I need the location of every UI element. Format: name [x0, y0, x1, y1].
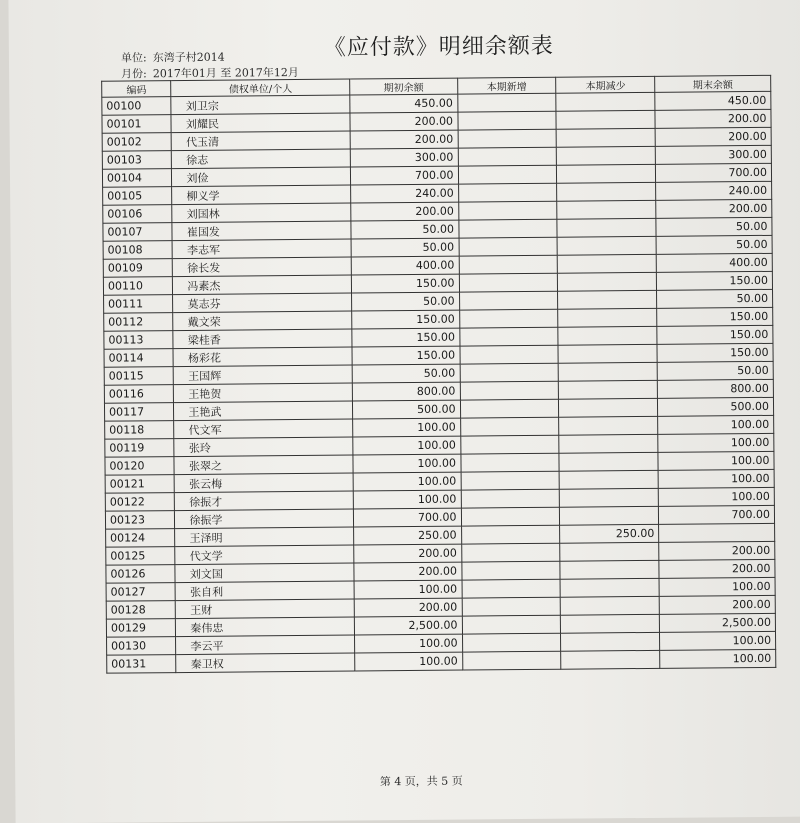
cell-closing-balance: 300.00: [656, 145, 772, 164]
cell-opening-balance: 240.00: [351, 184, 458, 203]
cell-code: 00107: [103, 223, 173, 242]
cell-period-decrease: [560, 488, 659, 507]
cell-opening-balance: 150.00: [352, 310, 459, 329]
cell-code: 00117: [104, 403, 174, 422]
cell-code: 00113: [104, 331, 174, 350]
cell-period-decrease: [557, 164, 656, 183]
cell-code: 00129: [106, 619, 176, 638]
cell-period-increase: [458, 147, 557, 166]
cell-closing-balance: 2,500.00: [660, 613, 776, 632]
cell-closing-balance: 100.00: [658, 415, 774, 434]
period-label: 月份:: [121, 67, 147, 81]
cell-opening-balance: 100.00: [355, 634, 462, 653]
cell-period-decrease: [561, 632, 660, 651]
cell-period-increase: [458, 165, 557, 184]
cell-period-decrease: 250.00: [560, 524, 659, 543]
cell-opening-balance: 450.00: [350, 94, 457, 113]
cell-creditor: 李志军: [172, 239, 351, 259]
cell-period-decrease: [556, 110, 655, 129]
cell-period-increase: [458, 183, 557, 202]
cell-code: 00108: [103, 241, 173, 260]
cell-closing-balance: 100.00: [660, 649, 776, 668]
cell-period-decrease: [559, 434, 658, 453]
cell-code: 00109: [103, 259, 173, 278]
cell-creditor: 王艳武: [174, 401, 353, 421]
cell-creditor: 徐志: [172, 149, 351, 169]
cell-opening-balance: 150.00: [352, 274, 459, 293]
cell-closing-balance: 100.00: [660, 631, 776, 650]
cell-code: 00112: [104, 313, 174, 332]
cell-code: 00118: [105, 421, 175, 440]
cell-period-decrease: [557, 200, 656, 219]
cell-period-increase: [459, 255, 558, 274]
cell-period-decrease: [559, 362, 658, 381]
cell-period-increase: [462, 651, 561, 670]
cell-creditor: 李云平: [176, 635, 355, 655]
cell-code: 00130: [107, 637, 177, 656]
cell-period-decrease: [557, 182, 656, 201]
balance-table: [101, 75, 776, 674]
cell-period-decrease: [559, 452, 658, 471]
cell-opening-balance: 800.00: [353, 382, 460, 401]
cell-closing-balance: 150.00: [657, 325, 773, 344]
cell-closing-balance: 200.00: [659, 541, 775, 560]
cell-creditor: 代玉清: [172, 131, 351, 151]
cell-creditor: 代文学: [175, 545, 354, 565]
cell-period-increase: [461, 561, 560, 580]
cell-period-decrease: [557, 236, 656, 255]
cell-code: 00106: [103, 205, 173, 224]
cell-closing-balance: 150.00: [657, 271, 773, 290]
cell-period-increase: [457, 111, 556, 130]
cell-creditor: 刘国林: [172, 203, 351, 223]
cell-period-increase: [462, 597, 561, 616]
cell-creditor: 代文军: [174, 419, 353, 439]
column-header-period-increase: 本期新增: [457, 77, 556, 94]
cell-period-increase: [460, 345, 559, 364]
cell-opening-balance: 50.00: [352, 364, 459, 383]
cell-closing-balance: 150.00: [657, 343, 773, 362]
cell-period-decrease: [557, 218, 656, 237]
cell-closing-balance: 200.00: [655, 109, 771, 128]
cell-creditor: 张玲: [174, 437, 353, 457]
cell-creditor: 刘耀民: [171, 113, 350, 133]
cell-period-increase: [460, 453, 559, 472]
cell-period-increase: [460, 399, 559, 418]
cell-code: 00120: [105, 457, 175, 476]
document-title: 《应付款》明细余额表: [323, 33, 554, 61]
cell-code: 00121: [105, 475, 175, 494]
cell-closing-balance: 50.00: [657, 361, 773, 380]
cell-period-decrease: [559, 470, 658, 489]
cell-code: 00126: [106, 565, 176, 584]
cell-creditor: 崔国发: [172, 221, 351, 241]
cell-code: 00103: [102, 151, 172, 170]
cell-period-decrease: [560, 506, 659, 525]
cell-creditor: 刘卫宗: [171, 95, 350, 115]
cell-period-increase: [458, 219, 557, 238]
cell-period-increase: [459, 237, 558, 256]
cell-period-increase: [460, 435, 559, 454]
cell-opening-balance: 100.00: [353, 454, 460, 473]
cell-period-decrease: [560, 578, 659, 597]
cell-period-increase: [459, 327, 558, 346]
cell-opening-balance: 100.00: [353, 436, 460, 455]
cell-code: 00119: [105, 439, 175, 458]
cell-opening-balance: 200.00: [351, 202, 458, 221]
cell-creditor: 莫志芬: [173, 293, 352, 313]
cell-creditor: 冯素杰: [173, 275, 352, 295]
cell-creditor: 王国辉: [174, 365, 353, 385]
cell-creditor: 秦卫权: [176, 653, 355, 673]
cell-period-increase: [457, 93, 556, 112]
cell-closing-balance: 450.00: [655, 91, 771, 110]
cell-period-increase: [460, 381, 559, 400]
cell-period-decrease: [557, 146, 656, 165]
cell-creditor: 刘文国: [175, 563, 354, 583]
cell-period-decrease: [558, 272, 657, 291]
page-footer: 第 4 页，共 5 页: [379, 774, 463, 789]
cell-creditor: 戴文荣: [173, 311, 352, 331]
cell-opening-balance: 100.00: [353, 418, 460, 437]
cell-period-decrease: [561, 596, 660, 615]
cell-opening-balance: 100.00: [354, 580, 461, 599]
cell-creditor: 梁桂香: [173, 329, 352, 349]
cell-creditor: 柳义学: [172, 185, 351, 205]
cell-opening-balance: 200.00: [350, 112, 457, 131]
cell-opening-balance: 250.00: [354, 526, 461, 545]
cell-code: 00111: [104, 295, 174, 314]
cell-creditor: 张自利: [175, 581, 354, 601]
cell-code: 00128: [106, 601, 176, 620]
cell-code: 00127: [106, 583, 176, 602]
cell-code: 00125: [106, 547, 176, 566]
cell-closing-balance: 50.00: [656, 217, 772, 236]
column-header-creditor: 债权单位/个人: [171, 79, 350, 97]
cell-period-increase: [460, 417, 559, 436]
cell-opening-balance: 200.00: [354, 598, 461, 617]
cell-code: 00101: [102, 115, 172, 134]
cell-closing-balance: 400.00: [656, 253, 772, 272]
cell-code: 00102: [102, 133, 172, 152]
cell-closing-balance: 200.00: [659, 559, 775, 578]
cell-period-increase: [458, 201, 557, 220]
cell-period-increase: [459, 309, 558, 328]
column-header-period-decrease: 本期减少: [556, 76, 655, 93]
unit-label: 单位:: [120, 51, 147, 65]
cell-opening-balance: 700.00: [351, 166, 458, 185]
cell-opening-balance: 200.00: [354, 544, 461, 563]
unit-line: [121, 49, 225, 66]
cell-closing-balance: 100.00: [659, 577, 775, 596]
cell-code: 00104: [102, 169, 172, 188]
cell-period-increase: [461, 471, 560, 490]
cell-closing-balance: 100.00: [658, 433, 774, 452]
cell-opening-balance: 150.00: [352, 346, 459, 365]
cell-closing-balance: 700.00: [656, 163, 772, 182]
cell-opening-balance: 500.00: [353, 400, 460, 419]
cell-creditor: 杨彩花: [173, 347, 352, 367]
cell-code: 00115: [104, 367, 174, 386]
cell-period-decrease: [559, 398, 658, 417]
cell-period-decrease: [560, 542, 659, 561]
cell-code: 00131: [107, 655, 177, 674]
cell-closing-balance: [659, 523, 775, 542]
cell-period-increase: [458, 129, 557, 148]
cell-period-increase: [461, 543, 560, 562]
cell-opening-balance: 100.00: [355, 652, 462, 671]
cell-code: 00114: [104, 349, 174, 368]
cell-opening-balance: 700.00: [354, 508, 461, 527]
cell-closing-balance: 200.00: [656, 199, 772, 218]
cell-closing-balance: 800.00: [658, 379, 774, 398]
cell-period-increase: [461, 525, 560, 544]
cell-closing-balance: 100.00: [658, 469, 774, 488]
cell-closing-balance: 50.00: [657, 289, 773, 308]
cell-period-decrease: [556, 92, 655, 111]
cell-period-decrease: [558, 290, 657, 309]
cell-closing-balance: 500.00: [658, 397, 774, 416]
cell-period-decrease: [556, 128, 655, 147]
cell-opening-balance: 50.00: [351, 220, 458, 239]
cell-period-decrease: [561, 614, 660, 633]
cell-creditor: 王泽明: [175, 527, 354, 547]
cell-closing-balance: 700.00: [659, 505, 775, 524]
cell-creditor: 徐振学: [175, 509, 354, 529]
table-body: [102, 91, 776, 673]
cell-closing-balance: 200.00: [659, 595, 775, 614]
cell-closing-balance: 150.00: [657, 307, 773, 326]
cell-period-increase: [461, 489, 560, 508]
cell-opening-balance: 400.00: [351, 256, 458, 275]
cell-opening-balance: 200.00: [354, 562, 461, 581]
cell-creditor: 徐长发: [173, 257, 352, 277]
cell-creditor: 徐振才: [175, 491, 354, 511]
cell-period-decrease: [559, 380, 658, 399]
cell-creditor: 张翠之: [174, 455, 353, 475]
cell-code: 00110: [103, 277, 173, 296]
cell-opening-balance: 300.00: [350, 148, 457, 167]
cell-closing-balance: 50.00: [656, 235, 772, 254]
cell-code: 00100: [102, 97, 172, 116]
cell-period-increase: [459, 273, 558, 292]
cell-period-increase: [459, 291, 558, 310]
column-header-code: 编码: [102, 81, 172, 98]
cell-code: 00116: [104, 385, 174, 404]
cell-creditor: 王艳贺: [174, 383, 353, 403]
unit-value: 东湾子村2014: [152, 50, 225, 65]
cell-creditor: 张云梅: [175, 473, 354, 493]
cell-period-increase: [460, 363, 559, 382]
cell-opening-balance: 150.00: [352, 328, 459, 347]
cell-closing-balance: 100.00: [659, 487, 775, 506]
cell-opening-balance: 50.00: [352, 292, 459, 311]
cell-closing-balance: 200.00: [655, 127, 771, 146]
cell-opening-balance: 100.00: [353, 472, 460, 491]
cell-period-increase: [462, 579, 561, 598]
cell-period-decrease: [561, 650, 660, 669]
cell-period-decrease: [558, 326, 657, 345]
column-header-opening-balance: 期初余额: [350, 78, 457, 95]
cell-period-increase: [462, 633, 561, 652]
cell-closing-balance: 100.00: [658, 451, 774, 470]
cell-opening-balance: 2,500.00: [355, 616, 462, 635]
column-header-closing-balance: 期末余额: [655, 75, 771, 92]
cell-code: 00105: [103, 187, 173, 206]
cell-code: 00123: [105, 511, 175, 530]
cell-creditor: 王财: [176, 599, 355, 619]
cell-period-increase: [461, 507, 560, 526]
cell-period-decrease: [558, 254, 657, 273]
cell-creditor: 秦伟忠: [176, 617, 355, 637]
period-value: 2017年01月 至 2017年12月: [152, 65, 299, 81]
cell-code: 00124: [106, 529, 176, 548]
cell-opening-balance: 50.00: [351, 238, 458, 257]
cell-period-decrease: [559, 416, 658, 435]
cell-period-decrease: [560, 560, 659, 579]
cell-closing-balance: 240.00: [656, 181, 772, 200]
cell-creditor: 刘俭: [172, 167, 351, 187]
cell-opening-balance: 100.00: [353, 490, 460, 509]
cell-code: 00122: [105, 493, 175, 512]
cell-opening-balance: 200.00: [350, 130, 457, 149]
cell-period-increase: [462, 615, 561, 634]
paper-sheet: [8, 0, 800, 823]
cell-period-decrease: [558, 308, 657, 327]
cell-period-decrease: [558, 344, 657, 363]
